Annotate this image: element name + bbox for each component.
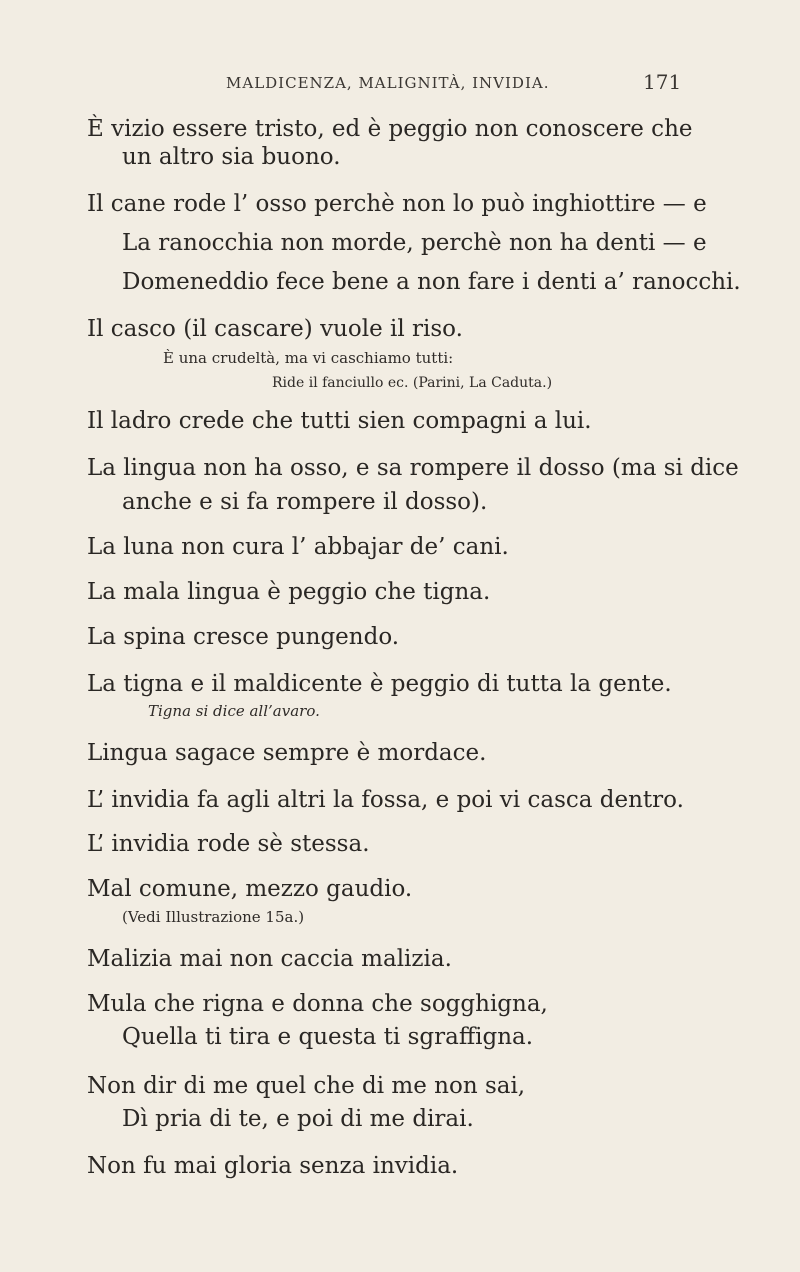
proverb-line: Domeneddio fece bene a non fare i denti a’ ranocchi.	[122, 269, 741, 295]
proverb-line: Dì pria di te, e poi di me dirai.	[122, 1106, 474, 1132]
proverb-note: Ride il fanciullo ec. (Parini, La Caduta.)	[272, 375, 553, 391]
proverb-line: La ranocchia non morde, perchè non ha denti — e	[122, 230, 707, 256]
proverb-note: È una crudeltà, ma vi caschiamo tutti:	[163, 349, 454, 367]
proverb-line: La mala lingua è peggio che tigna.	[87, 579, 491, 605]
proverb-line: Quella ti tira e questa ti sgraffigna.	[122, 1024, 534, 1050]
proverb-line: Non fu mai gloria senza invidia.	[87, 1153, 459, 1179]
proverb-line: Il ladro crede che tutti sien compagni a lui.	[87, 408, 592, 434]
proverb-line: Il cane rode l’ osso perchè non lo può inghiottire — e	[87, 191, 707, 217]
proverb-line: La tigna e il maldicente è peggio di tutta la gente.	[87, 671, 672, 697]
proverb-line: La luna non cura l’ abbajar de’ cani.	[87, 534, 509, 560]
running-title: MALDICENZA, MALIGNITÀ, INVIDIA.	[226, 74, 550, 92]
proverb-line: Il casco (il cascare) vuole il riso.	[87, 316, 463, 342]
proverb-note: Tigna si dice all’avaro.	[148, 702, 320, 720]
page-number: 171	[643, 70, 682, 94]
proverb-line: La lingua non ha osso, e sa rompere il dosso (ma si dice	[87, 455, 739, 481]
proverb-line: Lingua sagace sempre è mordace.	[87, 740, 487, 766]
proverb-line: Non dir di me quel che di me non sai,	[87, 1073, 526, 1099]
proverb-line: anche e si fa rompere il dosso).	[122, 489, 488, 515]
proverb-note: (Vedi Illustrazione 15a.)	[122, 908, 305, 926]
proverb-line: L’ invidia rode sè stessa.	[87, 831, 370, 857]
proverb-line: È vizio essere tristo, ed è peggio non conoscere che	[87, 116, 693, 142]
proverb-line: Mula che rigna e donna che sogghigna,	[87, 991, 548, 1017]
proverb-line: Malizia mai non caccia malizia.	[87, 946, 452, 972]
proverb-line: La spina cresce pungendo.	[87, 624, 400, 650]
proverb-line: L’ invidia fa agli altri la fossa, e poi vi casca dentro.	[87, 787, 684, 813]
proverb-line: un altro sia buono.	[122, 144, 341, 170]
proverb-line: Mal comune, mezzo gaudio.	[87, 876, 413, 902]
